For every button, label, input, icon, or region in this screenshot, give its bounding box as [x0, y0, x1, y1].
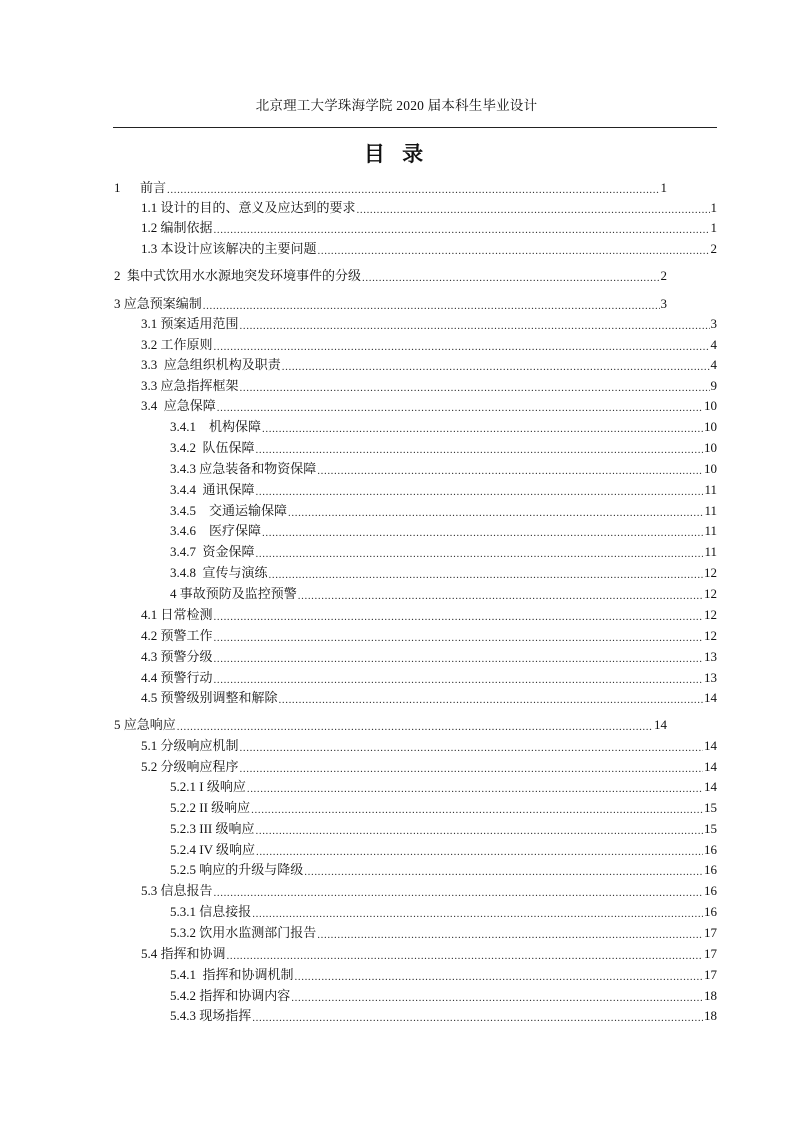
- toc-dot-leader: [203, 296, 660, 312]
- toc-entry-page: 10: [704, 398, 717, 413]
- toc-entry: [141, 628, 717, 644]
- toc-entry-page: 12: [704, 586, 717, 601]
- toc-entry: [170, 904, 717, 920]
- toc-entry: [170, 503, 717, 519]
- toc-entry: [170, 482, 717, 498]
- toc-entry-label: 5.3 信息报告: [141, 883, 213, 898]
- toc-entry-page: 16: [704, 883, 717, 898]
- toc-dot-leader: [214, 649, 703, 665]
- toc-dot-leader: [304, 862, 703, 878]
- toc-dot-leader: [262, 523, 703, 539]
- toc-entry-label: 3.4.5 交通运输保障: [170, 503, 288, 518]
- toc-dot-leader: [256, 482, 704, 498]
- toc-dot-leader: [247, 779, 703, 795]
- toc-entry-page: 11: [704, 503, 717, 518]
- toc-entry-page: 11: [704, 544, 717, 559]
- toc-entry-label: 5.1 分级响应机制: [141, 738, 239, 753]
- toc-entry-page: 12: [704, 628, 717, 643]
- toc-entry-label: 3.4 应急保障: [141, 398, 216, 413]
- toc-entry-page: 16: [704, 862, 717, 877]
- toc-entry-page: 12: [704, 565, 717, 580]
- toc-entry: [141, 649, 717, 665]
- toc-dot-leader: [214, 628, 703, 644]
- toc-entry-label: 3.4.2 队伍保障: [170, 440, 255, 455]
- toc-entry: [170, 544, 717, 560]
- toc-entry-page: 9: [710, 378, 717, 393]
- toc-entry: [141, 759, 717, 775]
- toc-dot-leader: [240, 759, 703, 775]
- toc-dot-leader: [317, 461, 703, 477]
- page-title: 目 录: [363, 142, 430, 166]
- toc-dot-leader: [298, 586, 703, 602]
- toc-entry: [170, 800, 717, 816]
- toc-dot-leader: [214, 337, 710, 353]
- toc-dot-leader: [357, 200, 710, 216]
- toc-entry-page: 12: [704, 607, 717, 622]
- toc-dot-leader: [167, 180, 659, 196]
- toc-entry: [114, 717, 667, 733]
- toc-dot-leader: [240, 316, 710, 332]
- toc-entry-page: 3: [710, 316, 717, 331]
- toc-dot-leader: [295, 967, 703, 983]
- toc-entry: [141, 670, 717, 686]
- toc-entry-label: 5.2.1 I 级响应: [170, 779, 246, 794]
- toc-entry-label: 5.3.1 信息接报: [170, 904, 252, 919]
- toc-entry-page: 17: [704, 925, 717, 940]
- toc-entry-page: 2: [710, 241, 717, 256]
- toc-entry: [141, 200, 717, 216]
- header-divider: [113, 127, 717, 128]
- toc-dot-leader: [251, 800, 703, 816]
- toc-dot-leader: [252, 1008, 703, 1024]
- toc-entry-page: 17: [704, 946, 717, 961]
- toc-entry-label: 4.3 预警分级: [141, 649, 213, 664]
- toc-entry-label: 5.4.1 指挥和协调机制: [170, 967, 294, 982]
- toc-entry: [114, 296, 667, 312]
- toc-entry-label: 3.2 工作原则: [141, 337, 213, 352]
- toc-dot-leader: [291, 988, 703, 1004]
- toc-entry-label: 5.4.3 现场指挥: [170, 1008, 252, 1023]
- toc-entry: [141, 398, 717, 414]
- toc-entry: [170, 821, 717, 837]
- toc-entry: [141, 690, 717, 706]
- toc-dot-leader: [317, 925, 703, 941]
- toc-entry: [170, 565, 717, 581]
- toc-dot-leader: [256, 821, 704, 837]
- toc-entry: [141, 607, 717, 623]
- toc-entry: [170, 925, 717, 941]
- toc-entry-page: 16: [704, 842, 717, 857]
- toc-entry-label: 3 应急预案编制: [114, 296, 202, 311]
- toc-entry-page: 1: [660, 180, 667, 195]
- toc-entry-page: 14: [704, 690, 717, 705]
- toc-entry: [170, 967, 717, 983]
- toc-entry: [141, 738, 717, 754]
- toc-entry-label: 4 事故预防及监控预警: [170, 586, 297, 601]
- toc-entry-label: 1.3 本设计应该解决的主要问题: [141, 241, 317, 256]
- toc-entry-page: 10: [704, 419, 717, 434]
- toc-dot-leader: [214, 883, 703, 899]
- toc-entry-label: 3.1 预案适用范围: [141, 316, 239, 331]
- toc-entry-label: 3.3 应急指挥框架: [141, 378, 239, 393]
- toc-entry-label: 3.4.8 宣传与演练: [170, 565, 268, 580]
- toc-entry: [170, 461, 717, 477]
- toc-entry-label: 4.4 预警行动: [141, 670, 213, 685]
- toc-dot-leader: [282, 357, 710, 373]
- toc-entry-label: 4.5 预警级别调整和解除: [141, 690, 278, 705]
- toc-entry-page: 18: [704, 1008, 717, 1023]
- toc-dot-leader: [177, 717, 653, 733]
- toc-entry: [170, 523, 717, 539]
- toc-dot-leader: [288, 503, 703, 519]
- toc-dot-leader: [240, 738, 703, 754]
- toc-entry-page: 10: [704, 440, 717, 455]
- toc-entry-label: 4.2 预警工作: [141, 628, 213, 643]
- toc-entry-label: 5.4 指挥和协调: [141, 946, 226, 961]
- toc-dot-leader: [227, 946, 703, 962]
- toc-entry-page: 3: [660, 296, 667, 311]
- toc-entry-label: 5.2.4 IV 级响应: [170, 842, 255, 857]
- toc-entry-page: 15: [704, 821, 717, 836]
- toc-entry: [114, 268, 667, 284]
- toc-entry: [141, 378, 717, 394]
- toc-dot-leader: [256, 544, 704, 560]
- toc-entry-label: 5.4.2 指挥和协调内容: [170, 988, 291, 1003]
- toc-entry: [170, 440, 717, 456]
- toc-entry: [114, 180, 667, 196]
- toc-entry: [170, 842, 717, 858]
- toc-entry-label: 3.4.7 资金保障: [170, 544, 255, 559]
- toc-entry: [141, 241, 717, 257]
- toc-entry-label: 5.2.2 II 级响应: [170, 800, 251, 815]
- toc-dot-leader: [252, 904, 703, 920]
- toc-entry: [170, 419, 717, 435]
- toc-entry-page: 2: [660, 268, 667, 283]
- toc-entry-page: 4: [710, 337, 717, 352]
- toc-entry: [141, 357, 717, 373]
- toc-entry: [170, 586, 717, 602]
- toc-entry-label: 3.4.3 应急装备和物资保障: [170, 461, 317, 476]
- toc-entry-label: 5.2 分级响应程序: [141, 759, 239, 774]
- toc-entry-page: 14: [704, 738, 717, 753]
- toc-entry-page: 15: [704, 800, 717, 815]
- toc-entry: [141, 883, 717, 899]
- toc-entry-page: 17: [704, 967, 717, 982]
- toc-entry-page: 10: [704, 461, 717, 476]
- toc-entry: [141, 946, 717, 962]
- page-header: 北京理工大学珠海学院 2020 届本科生毕业设计: [255, 98, 538, 113]
- toc-dot-leader: [217, 398, 703, 414]
- toc-entry-page: 14: [654, 717, 667, 732]
- toc-entry-label: 1 前言: [114, 180, 167, 195]
- toc-entry-page: 4: [710, 357, 717, 372]
- toc-entry-page: 11: [704, 523, 717, 538]
- toc-entry: [141, 220, 717, 236]
- toc-entry-page: 1: [710, 200, 717, 215]
- toc-entry-page: 1: [710, 220, 717, 235]
- toc-dot-leader: [256, 842, 703, 858]
- toc-entry-label: 5.2.5 响应的升级与降级: [170, 862, 304, 877]
- toc-dot-leader: [214, 670, 703, 686]
- toc-dot-leader: [240, 378, 710, 394]
- toc-entry-label: 3.4.4 通讯保障: [170, 482, 255, 497]
- toc-entry-label: 1.1 设计的目的、意义及应达到的要求: [141, 200, 356, 215]
- toc-entry-label: 4.1 日常检测: [141, 607, 213, 622]
- toc-entry-page: 14: [704, 759, 717, 774]
- toc-entry: [141, 337, 717, 353]
- toc-dot-leader: [279, 690, 703, 706]
- toc-dot-leader: [256, 440, 703, 456]
- toc-entry: [170, 862, 717, 878]
- toc-dot-leader: [318, 241, 710, 257]
- toc-dot-leader: [269, 565, 703, 581]
- toc-entry-page: 14: [704, 779, 717, 794]
- toc-entry: [141, 316, 717, 332]
- toc-entry-label: 1.2 编制依据: [141, 220, 213, 235]
- toc-entry-page: 16: [704, 904, 717, 919]
- toc-entry: [170, 779, 717, 795]
- toc-entry-page: 13: [704, 649, 717, 664]
- toc-entry-label: 3.4.1 机构保障: [170, 419, 262, 434]
- toc-entry-page: 13: [704, 670, 717, 685]
- toc-entry-label: 3.4.6 医疗保障: [170, 523, 262, 538]
- toc-entry-page: 11: [704, 482, 717, 497]
- toc-entry-label: 5 应急响应: [114, 717, 176, 732]
- toc-entry-label: 5.3.2 饮用水监测部门报告: [170, 925, 317, 940]
- toc-entry-page: 18: [704, 988, 717, 1003]
- toc-dot-leader: [262, 419, 703, 435]
- toc-entry-label: 3.3 应急组织机构及职责: [141, 357, 281, 372]
- toc-entry-label: 2 集中式饮用水水源地突发环境事件的分级: [114, 268, 362, 283]
- toc-dot-leader: [362, 268, 659, 284]
- toc-entry-label: 5.2.3 III 级响应: [170, 821, 255, 836]
- toc-entry: [170, 1008, 717, 1024]
- toc-entry: [170, 988, 717, 1004]
- toc-dot-leader: [214, 607, 703, 623]
- toc-dot-leader: [214, 220, 710, 236]
